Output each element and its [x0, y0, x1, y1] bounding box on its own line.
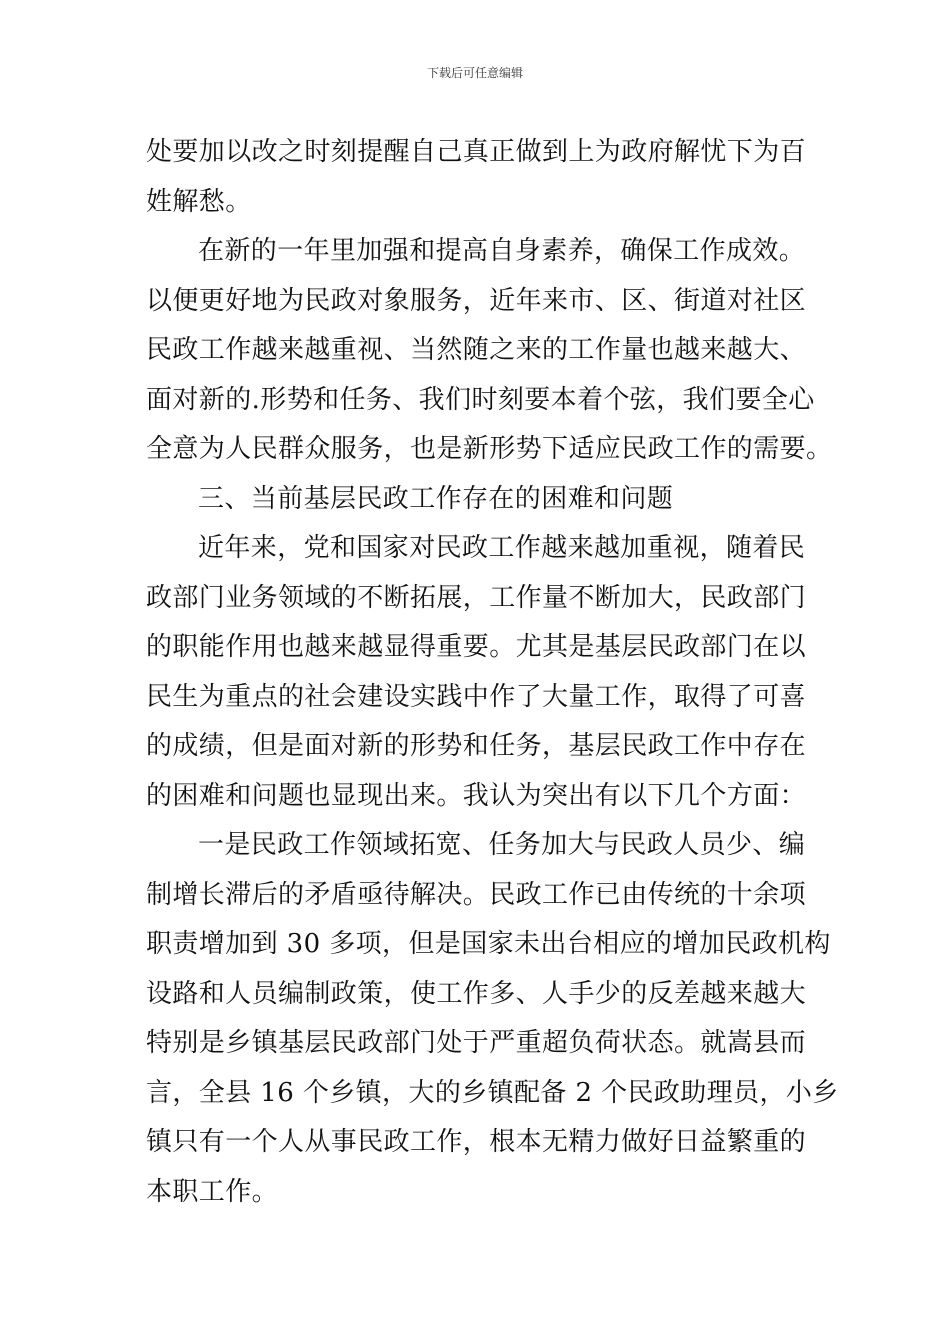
text-line: 三、当前基层民政工作存在的困难和问题 [198, 483, 674, 514]
text-line: 全意为人民群众服务，也是新形势下适应民政工作的需要。 [146, 434, 833, 464]
text-line: 处要加以改之时刻提醒自己真正做到上为政府解忧下为百 [146, 137, 807, 167]
text-line: 言，全县 16 个乡镇，大的乡镇配备 2 个民政助理员，小乡 [146, 1077, 839, 1108]
text-line: 姓解愁。 [146, 186, 252, 217]
text-line: 民生为重点的社会建设实践中作了大量工作，取得了可喜 [146, 681, 807, 712]
page-header: 下载后可任意编辑 [426, 66, 523, 80]
text-line: 民政工作越来越重视、当然随之来的工作量也越来越大、 [146, 335, 807, 365]
document-body [146, 128, 839, 1217]
text-line: 近年来，党和国家对民政工作越来越加重视，随着民 [198, 533, 806, 563]
text-line: 的职能作用也越来越显得重要。尤其是基层民政部门在以 [146, 632, 807, 662]
text-line: 政部门业务领域的不断拓展，工作量不断加大，民政部门 [146, 582, 807, 613]
text-line: 在新的一年里加强和提高自身素养，确保工作成效。 [198, 236, 806, 266]
text-line: 本职工作。 [146, 1176, 279, 1207]
text-line: 设路和人员编制政策，使工作多、人手少的反差越来越大 [146, 978, 807, 1009]
text-line: 的困难和问题也显现出来。我认为突出有以下几个方面： [146, 780, 807, 811]
text-line: 以便更好地为民政对象服务，近年来市、区、街道对社区 [146, 285, 807, 316]
text-line: 特别是乡镇基层民政部门处于严重超负荷状态。就嵩县而 [146, 1028, 807, 1058]
text-line: 面对新的.形势和任务、我们时刻要本着个弦，我们要全心 [146, 384, 815, 415]
text-line: 镇只有一个人从事民政工作，根本无精力做好日益繁重的 [146, 1127, 807, 1157]
text-line: 的成绩，但是面对新的形势和任务，基层民政工作中存在 [146, 731, 807, 761]
text-line: 一是民政工作领域拓宽、任务加大与民政人员少、编 [198, 830, 806, 860]
text-line: 职责增加到 30 多项，但是国家未出台相应的增加民政机构 [146, 929, 831, 959]
text-line: 制增长滞后的矛盾亟待解决。民政工作已由传统的十余项 [146, 879, 807, 910]
